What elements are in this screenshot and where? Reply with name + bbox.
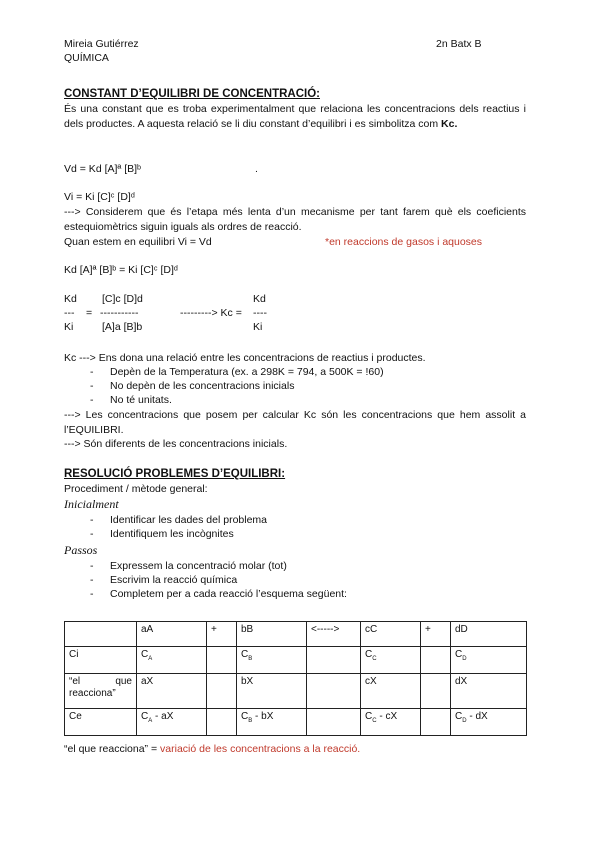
frac-dash3: ---- — [253, 307, 267, 319]
table-cell: $C_D$ — [451, 647, 527, 674]
vd-equation: Vd = Kd [A]ª [B]ᵇ — [64, 163, 142, 175]
table-row — [65, 674, 527, 709]
table-cell: $C_C$ - cX — [361, 709, 421, 736]
table-cell: $C_A$ — [137, 647, 207, 674]
table-cell: $C_B$ - bX — [237, 709, 307, 736]
footer-note — [64, 743, 360, 755]
frac-dash1: --- — [64, 307, 75, 319]
subject-label: QUÍMICA — [64, 52, 109, 64]
step-item: - Escrivim la reacció química — [90, 574, 237, 586]
dot-mark: . — [255, 163, 258, 175]
frac-cd: [C]c [D]d — [102, 293, 143, 305]
table-cell: <-----> — [307, 622, 361, 647]
table-cell: $C_C$ — [361, 647, 421, 674]
intro-paragraph — [64, 102, 526, 131]
table-cell: cC — [361, 622, 421, 647]
kc-item: - No té unitats. — [90, 394, 172, 406]
passos-heading: Passos — [64, 543, 98, 557]
frac-arrow: ---------> Kc = — [180, 307, 242, 319]
frac-eq: = — [86, 307, 93, 319]
concentrations-note-2: ---> Són diferents de les concentracions inicials. — [64, 438, 288, 450]
step-item: - Expressem la concentració molar (tot) — [90, 560, 287, 572]
table-cell: aA — [137, 622, 207, 647]
table-cell: $C_D$ - dX — [451, 709, 527, 736]
consider-paragraph: ---> Considerem que és l’etapa més lenta d’un mecanisme per tant farem què els coeficients estequiomètrics siguin iguals als ordres de reacció. — [64, 206, 526, 233]
table-cell — [65, 622, 137, 647]
kc-symbol: Kc. — [441, 117, 458, 130]
table-cell: dX — [451, 674, 527, 709]
table-cell — [207, 709, 237, 736]
frac-kd2: Kd — [253, 293, 266, 305]
table-cell: “el que reacciona” — [65, 674, 137, 709]
table-cell — [207, 647, 237, 674]
frac-ab: [A]a [B]b — [102, 321, 143, 333]
course-label: 2n Batx B — [436, 38, 482, 50]
frac-dash2: ----------- — [100, 307, 139, 319]
vi-equation: Vi = Ki [C]ᶜ [D]ᵈ — [64, 191, 135, 203]
equilibrium-line: Quan estem en equilibri Vi = Vd — [64, 236, 212, 248]
table-cell: + — [207, 622, 237, 647]
table-cell: dD — [451, 622, 527, 647]
frac-ki: Ki — [64, 321, 74, 333]
concentrations-note-1: ---> Les concentracions que posem per calcular Kc són les concentracions que hem assolit a l’EQUILIBRI. — [64, 409, 526, 436]
equilibrium-table — [64, 621, 527, 736]
table-cell: cX — [361, 674, 421, 709]
table-cell: bB — [237, 622, 307, 647]
equality-equation: Kd [A]ª [B]ᵇ = Ki [C]ᶜ [D]ᵈ — [64, 264, 178, 276]
table-cell: bX — [237, 674, 307, 709]
intro-text: És una constant que es troba experimentalment que relaciona les concentracions dels reactius i dels productes. A aquesta relació se li diu constant d’equilibri i es simbolitza com — [64, 103, 526, 130]
table-cell — [207, 674, 237, 709]
step-item: - Completem per a cada reacció l’esquema següent: — [90, 588, 347, 600]
table-cell: $C_A$ - aX — [137, 709, 207, 736]
kc-line: Kc ---> Ens dona una relació entre les concentracions de reactius i productes. — [64, 352, 426, 364]
inicialment-heading: Inicialment — [64, 497, 119, 511]
table-cell: Ce — [65, 709, 137, 736]
procedure-label: Procediment / mètode general: — [64, 483, 208, 495]
table-cell — [421, 709, 451, 736]
gas-note: *en reaccions de gasos i aquoses — [325, 236, 483, 248]
table-cell — [307, 674, 361, 709]
table-cell: + — [421, 622, 451, 647]
frac-ki2: Ki — [253, 321, 263, 333]
section1-title: CONSTANT D’EQUILIBRI DE CONCENTRACIÓ: — [64, 88, 320, 100]
section2-title: RESOLUCIÓ PROBLEMES D’EQUILIBRI: — [64, 468, 286, 480]
table-cell: Ci — [65, 647, 137, 674]
table-cell: $C_B$ — [237, 647, 307, 674]
table-cell — [421, 647, 451, 674]
kc-item: - Depèn de la Temperatura (ex. a 298K = 794, a 500K = !60) — [90, 366, 384, 378]
table-row — [65, 622, 527, 647]
table-cell: aX — [137, 674, 207, 709]
init-item: - Identificar les dades del problema — [90, 514, 267, 526]
table-cell — [307, 647, 361, 674]
table-cell — [421, 674, 451, 709]
frac-kd: Kd — [64, 293, 77, 305]
init-item: - Identifiquem les incògnites — [90, 528, 234, 540]
author-name: Mireia Gutiérrez — [64, 38, 139, 50]
table-row — [65, 709, 527, 736]
footer-lead: “el que reacciona” = — [64, 743, 158, 755]
table-cell — [307, 709, 361, 736]
kc-item: - No depèn de les concentracions inicials — [90, 380, 294, 392]
table-row — [65, 647, 527, 674]
footer-definition: variació de les concentracions a la reacció. — [160, 743, 361, 755]
